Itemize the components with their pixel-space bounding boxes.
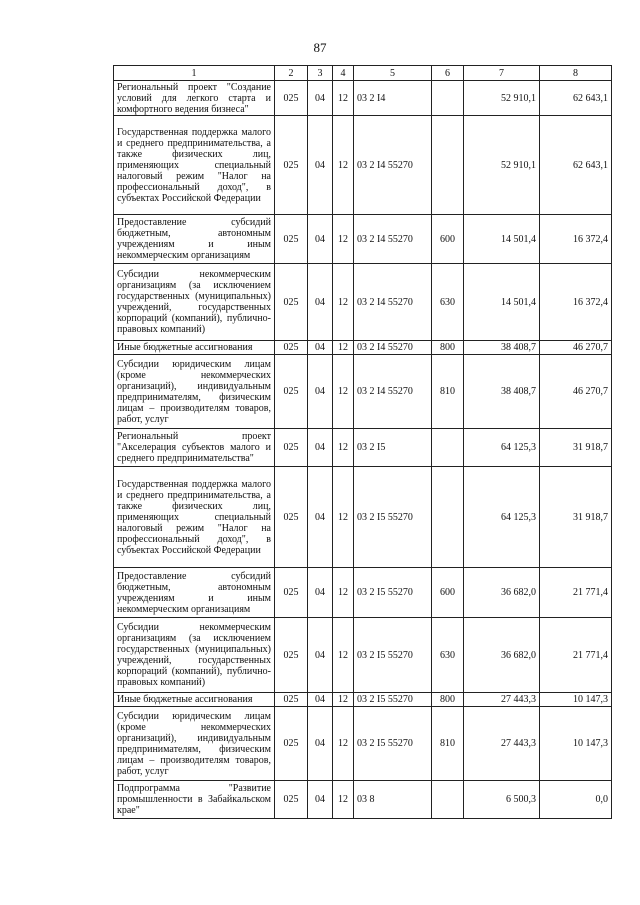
header-col-2: 2: [275, 66, 308, 81]
row-rz: 04: [308, 264, 333, 341]
row-rz: 04: [308, 568, 333, 618]
row-sum-2: 62 643,1: [540, 116, 612, 215]
row-vr: [432, 116, 464, 215]
row-csr: 03 2 I5 55270: [354, 568, 432, 618]
row-sum-1: 14 501,4: [464, 215, 540, 264]
row-sum-2: 21 771,4: [540, 618, 612, 693]
row-sum-1: 27 443,3: [464, 693, 540, 707]
row-pr: 12: [333, 264, 354, 341]
row-rz: 04: [308, 341, 333, 355]
row-csr: 03 2 I4 55270: [354, 341, 432, 355]
table-row: [114, 81, 612, 116]
row-pr: 12: [333, 693, 354, 707]
row-grbs: 025: [275, 81, 308, 116]
row-grbs: 025: [275, 568, 308, 618]
row-rz: 04: [308, 618, 333, 693]
row-name: Субсидии некоммерческим организациям (за исключением государственных (муниципальных) учреждений, государственных корпораций (компаний), публично-правовых компаний): [114, 618, 275, 693]
row-sum-1: 52 910,1: [464, 116, 540, 215]
row-vr: 810: [432, 355, 464, 429]
row-rz: 04: [308, 693, 333, 707]
header-row: [114, 66, 612, 81]
row-rz: 04: [308, 781, 333, 819]
row-pr: 12: [333, 341, 354, 355]
table-row: [114, 781, 612, 819]
row-sum-2: 62 643,1: [540, 81, 612, 116]
row-grbs: 025: [275, 693, 308, 707]
row-vr: 630: [432, 264, 464, 341]
row-name: Субсидии юридическим лицам (кроме некоммерческих организаций), индивидуальным предпринимателям, физическим лицам – производителям товаров, работ, услуг: [114, 707, 275, 781]
row-sum-2: 46 270,7: [540, 355, 612, 429]
table-row: [114, 341, 612, 355]
header-col-5: 5: [354, 66, 432, 81]
row-name: Государственная поддержка малого и среднего предпринимательства, а также физических лиц, применяющих специальный налоговый режим "Налог на профессиональный доход", в субъектах Российской Федерации: [114, 467, 275, 568]
row-sum-2: 31 918,7: [540, 467, 612, 568]
row-pr: 12: [333, 355, 354, 429]
row-pr: 12: [333, 707, 354, 781]
row-sum-2: 31 918,7: [540, 429, 612, 467]
row-vr: 600: [432, 568, 464, 618]
row-name: Предоставление субсидий бюджетным, автономным учреждениям и иным некоммерческим организациям: [114, 215, 275, 264]
row-rz: 04: [308, 707, 333, 781]
table-row: [114, 429, 612, 467]
header-col-6: 6: [432, 66, 464, 81]
row-grbs: 025: [275, 707, 308, 781]
row-sum-1: 14 501,4: [464, 264, 540, 341]
row-csr: 03 2 I4 55270: [354, 116, 432, 215]
row-sum-2: 0,0: [540, 781, 612, 819]
row-name: Региональный проект "Акселерация субъектов малого и среднего предпринимательства": [114, 429, 275, 467]
row-vr: 800: [432, 341, 464, 355]
row-rz: 04: [308, 116, 333, 215]
row-grbs: 025: [275, 341, 308, 355]
row-sum-2: 16 372,4: [540, 215, 612, 264]
row-sum-2: 10 147,3: [540, 707, 612, 781]
row-sum-1: 64 125,3: [464, 429, 540, 467]
table-row: [114, 467, 612, 568]
row-vr: 810: [432, 707, 464, 781]
row-csr: 03 8: [354, 781, 432, 819]
table-row: [114, 264, 612, 341]
header-col-7: 7: [464, 66, 540, 81]
row-vr: 800: [432, 693, 464, 707]
row-csr: 03 2 I5 55270: [354, 467, 432, 568]
header-col-3: 3: [308, 66, 333, 81]
row-name: Предоставление субсидий бюджетным, автономным учреждениям и иным некоммерческим организациям: [114, 568, 275, 618]
table-row: [114, 116, 612, 215]
row-csr: 03 2 I4 55270: [354, 264, 432, 341]
row-rz: 04: [308, 81, 333, 116]
header-col-4: 4: [333, 66, 354, 81]
row-vr: [432, 467, 464, 568]
row-vr: 600: [432, 215, 464, 264]
row-rz: 04: [308, 215, 333, 264]
row-pr: 12: [333, 81, 354, 116]
row-pr: 12: [333, 781, 354, 819]
row-name: Подпрограмма "Развитие промышленности в Забайкальском крае": [114, 781, 275, 819]
row-name: Региональный проект "Создание условий для легкого старта и комфортного ведения бизнеса": [114, 81, 275, 116]
row-csr: 03 2 I4 55270: [354, 215, 432, 264]
table-row: [114, 568, 612, 618]
row-vr: [432, 81, 464, 116]
row-pr: 12: [333, 467, 354, 568]
row-name: Субсидии некоммерческим организациям (за исключением государственных (муниципальных) учреждений, государственных корпораций (компаний), публично-правовых компаний): [114, 264, 275, 341]
row-csr: 03 2 I5 55270: [354, 618, 432, 693]
row-grbs: 025: [275, 264, 308, 341]
row-sum-2: 10 147,3: [540, 693, 612, 707]
row-name: Иные бюджетные ассигнования: [114, 693, 275, 707]
row-grbs: 025: [275, 781, 308, 819]
row-grbs: 025: [275, 215, 308, 264]
row-grbs: 025: [275, 355, 308, 429]
table-row: [114, 693, 612, 707]
row-sum-1: 52 910,1: [464, 81, 540, 116]
row-rz: 04: [308, 467, 333, 568]
table-row: [114, 618, 612, 693]
row-csr: 03 2 I5: [354, 429, 432, 467]
row-csr: 03 2 I5 55270: [354, 693, 432, 707]
row-sum-1: 36 682,0: [464, 618, 540, 693]
row-grbs: 025: [275, 429, 308, 467]
table-row: [114, 707, 612, 781]
page-number: 87: [313, 40, 327, 55]
row-sum-2: 46 270,7: [540, 341, 612, 355]
row-pr: 12: [333, 215, 354, 264]
row-name: Государственная поддержка малого и среднего предпринимательства, а также физических лиц, применяющих специальный налоговый режим "Налог на профессиональный доход", в субъектах Российской Федерации: [114, 116, 275, 215]
table-row: [114, 215, 612, 264]
row-csr: 03 2 I4 55270: [354, 355, 432, 429]
row-pr: 12: [333, 568, 354, 618]
row-sum-2: 16 372,4: [540, 264, 612, 341]
row-sum-1: 38 408,7: [464, 355, 540, 429]
header-col-1: 1: [114, 66, 275, 81]
row-sum-1: 36 682,0: [464, 568, 540, 618]
header-col-8: 8: [540, 66, 612, 81]
row-name: Субсидии юридическим лицам (кроме некоммерческих организаций), индивидуальным предпринимателям, физическим лицам – производителям товаров, работ, услуг: [114, 355, 275, 429]
row-sum-1: 38 408,7: [464, 341, 540, 355]
row-grbs: 025: [275, 116, 308, 215]
row-grbs: 025: [275, 467, 308, 568]
row-vr: [432, 429, 464, 467]
row-name: Иные бюджетные ассигнования: [114, 341, 275, 355]
row-sum-1: 27 443,3: [464, 707, 540, 781]
row-vr: 630: [432, 618, 464, 693]
row-pr: 12: [333, 116, 354, 215]
table-row: [114, 355, 612, 429]
row-grbs: 025: [275, 618, 308, 693]
budget-table: [113, 65, 612, 819]
row-pr: 12: [333, 429, 354, 467]
row-rz: 04: [308, 355, 333, 429]
row-sum-1: 6 500,3: [464, 781, 540, 819]
row-pr: 12: [333, 618, 354, 693]
row-sum-1: 64 125,3: [464, 467, 540, 568]
row-sum-2: 21 771,4: [540, 568, 612, 618]
row-csr: 03 2 I5 55270: [354, 707, 432, 781]
row-rz: 04: [308, 429, 333, 467]
row-csr: 03 2 I4: [354, 81, 432, 116]
row-vr: [432, 781, 464, 819]
